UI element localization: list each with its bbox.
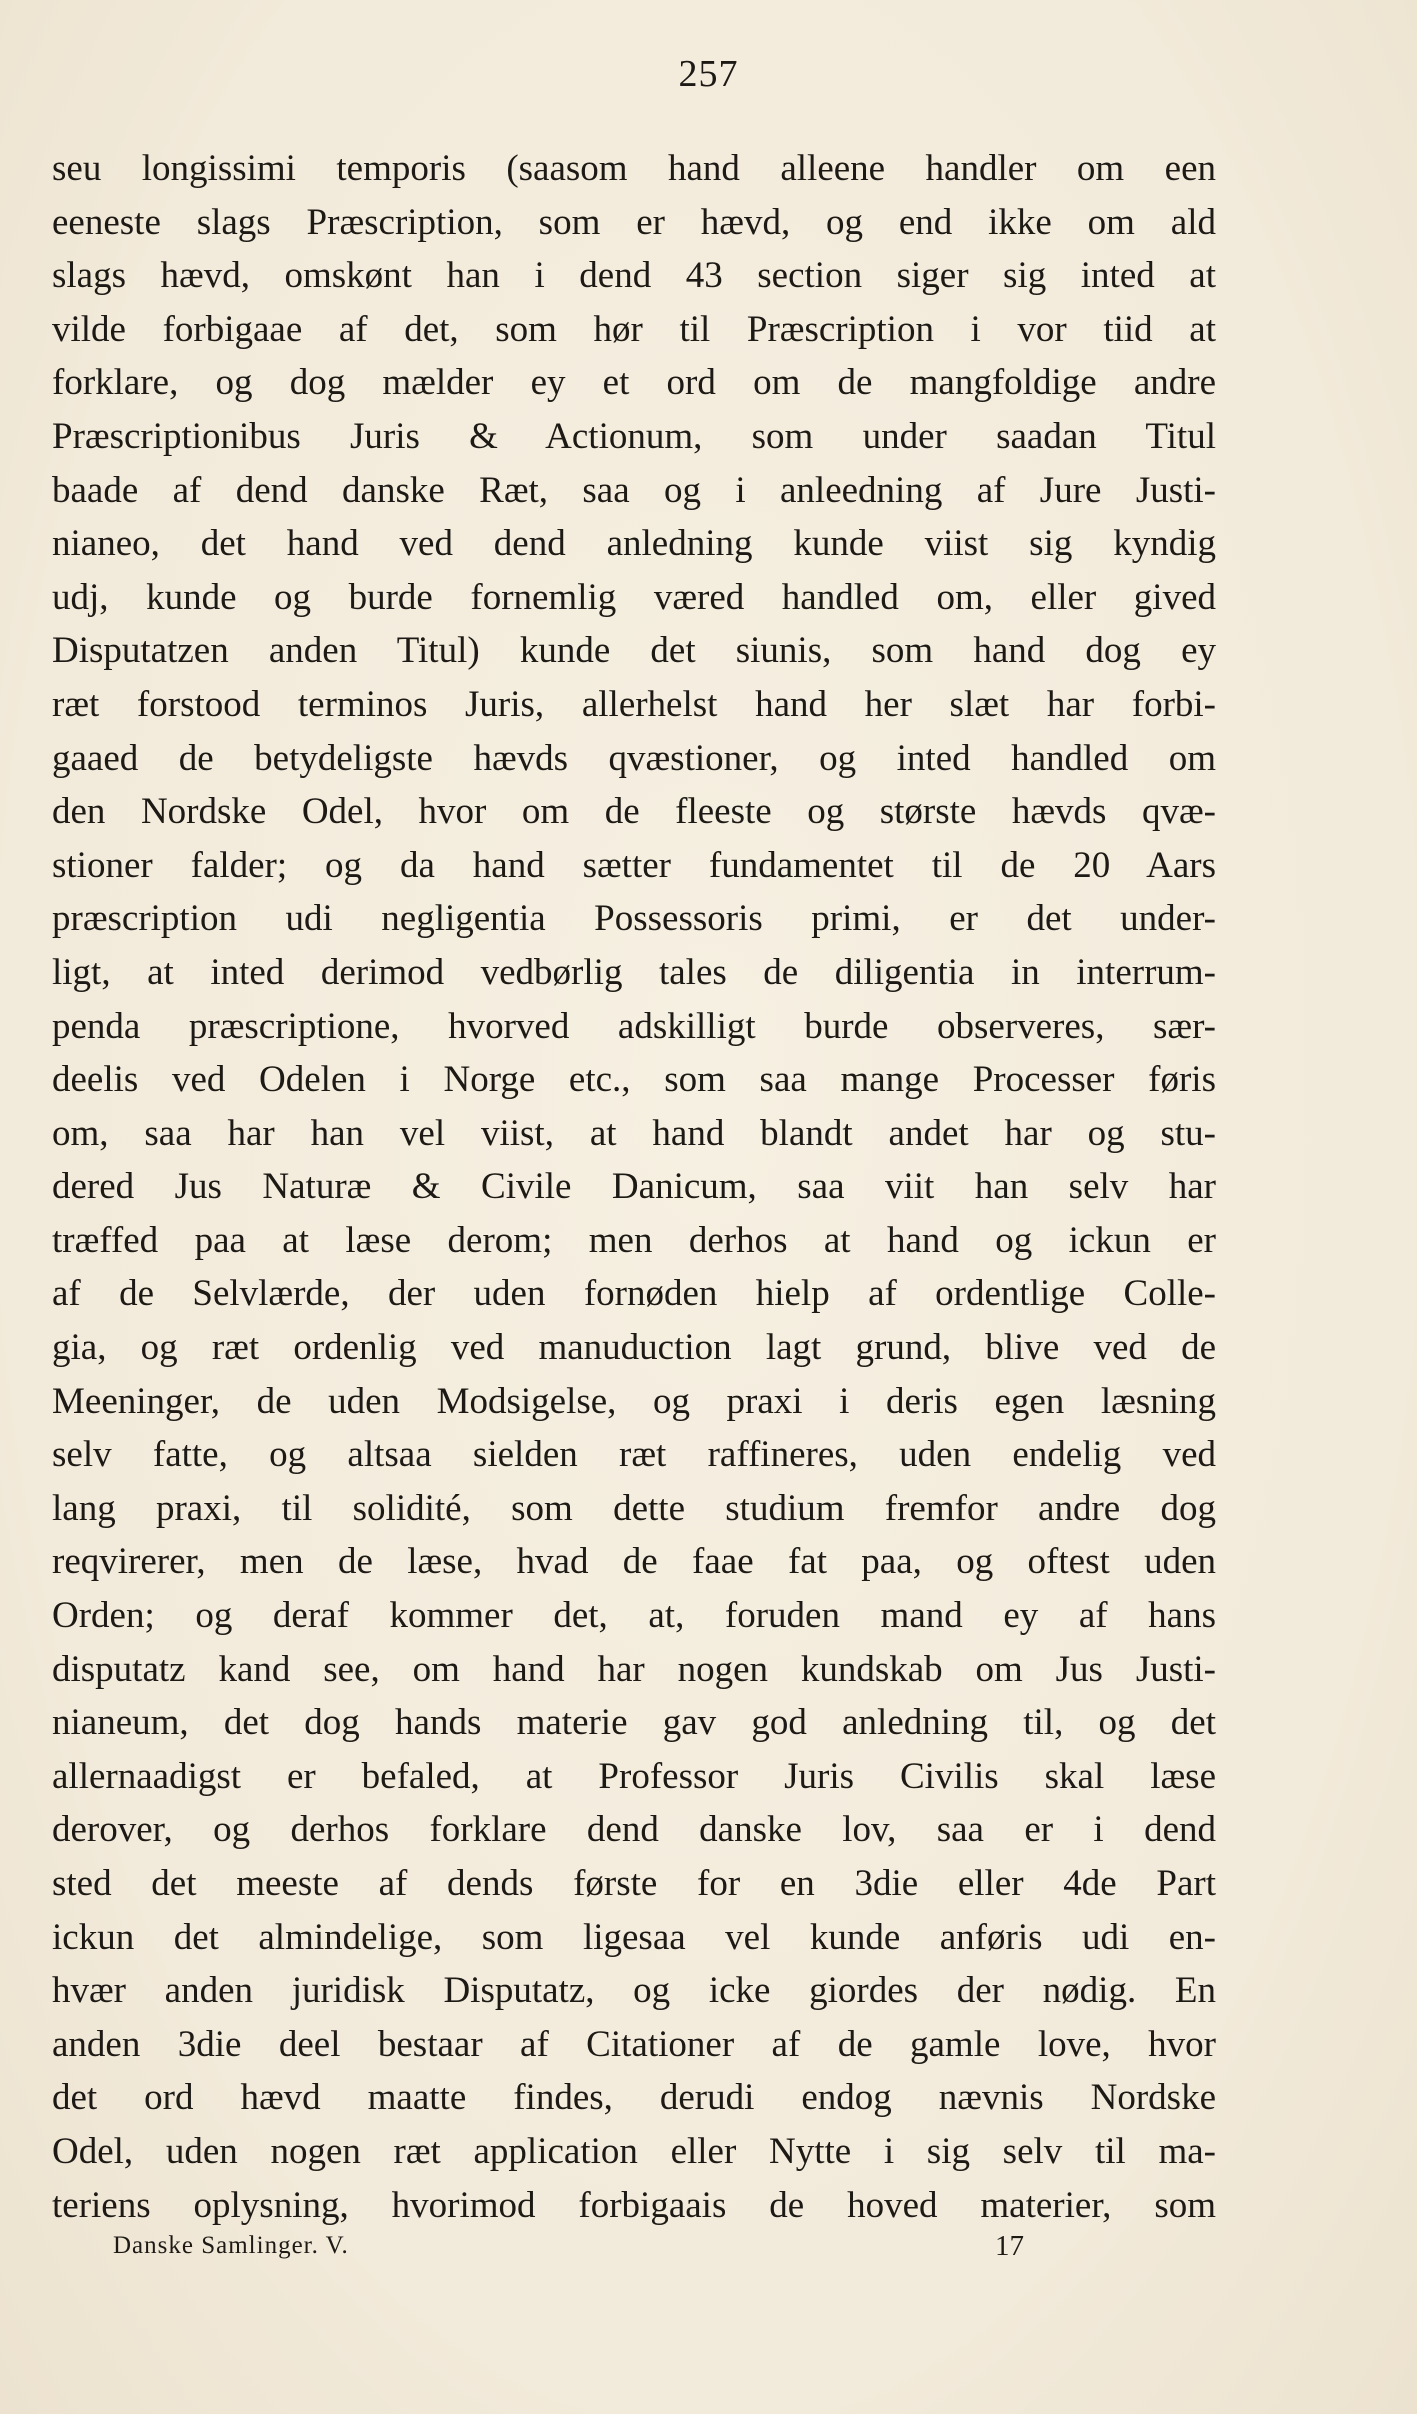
text-line: hvær anden juridisk Disputatz, og icke giordes der nødig. En	[52, 1970, 1216, 2012]
text-line: Odel, uden nogen ræt application eller Nytte i sig selv til ma-	[52, 2130, 1216, 2172]
text-line: allernaadigst er befaled, at Professor Juris Civilis skal læse	[52, 1755, 1216, 1797]
text-line: lang praxi, til solidité, som dette studium fremfor andre dog	[52, 1487, 1216, 1529]
text-line: nianeo, det hand ved dend anledning kunde viist sig kyndig	[52, 523, 1216, 565]
text-line: forklare, og dog mælder ey et ord om de mangfoldige andre	[52, 362, 1216, 404]
text-line: anden 3die deel bestaar af Citationer af de gamle love, hvor	[52, 2023, 1216, 2065]
text-line: selv fatte, og altsaa sielden ræt raffineres, uden endelig ved	[52, 1434, 1216, 1476]
body-text	[52, 142, 1216, 2232]
text-line: den Nordske Odel, hvor om de fleeste og største hævds qvæ-	[52, 791, 1216, 833]
text-line: gia, og ræt ordenlig ved manuduction lagt grund, blive ved de	[52, 1327, 1216, 1369]
text-line: af de Selvlærde, der uden fornøden hielp af ordentlige Colle-	[52, 1273, 1216, 1315]
text-line: om, saa har han vel viist, at hand blandt andet har og stu-	[52, 1112, 1216, 1154]
text-line: seu longissimi temporis (saasom hand alleene handler om een	[52, 148, 1216, 189]
text-line: vilde forbigaae af det, som hør til Præscription i vor tiid at	[52, 308, 1216, 350]
footer-source: Danske Samlinger. V.	[113, 2232, 349, 2259]
text-line: ickun det almindelige, som ligesaa vel kunde anføris udi en-	[52, 1916, 1216, 1958]
text-line: derover, og derhos forklare dend danske lov, saa er i dend	[52, 1809, 1216, 1851]
text-line: disputatz kand see, om hand har nogen kundskab om Jus Justi-	[52, 1648, 1216, 1690]
text-line: reqvirerer, men de læse, hvad de faae fat paa, og oftest uden	[52, 1541, 1216, 1583]
text-line: det ord hævd maatte findes, derudi endog nævnis Nordske	[52, 2077, 1216, 2119]
text-line: slags hævd, omskønt han i dend 43 section siger sig inted at	[52, 255, 1216, 297]
text-line: sted det meeste af dends første for en 3die eller 4de Part	[52, 1863, 1216, 1904]
text-line: nianeum, det dog hands materie gav god anledning til, og det	[52, 1702, 1216, 1744]
text-line: penda præscriptione, hvorved adskilligt burde observeres, sær-	[52, 1005, 1216, 1047]
text-line: Disputatzen anden Titul) kunde det siunis, som hand dog ey	[52, 630, 1216, 672]
text-line: Meeninger, de uden Modsigelse, og praxi i deris egen læsning	[52, 1380, 1216, 1422]
page-footer	[113, 2226, 1024, 2266]
text-line: ræt forstood terminos Juris, allerhelst hand her slæt har forbi-	[52, 683, 1216, 725]
footer-signature: 17	[995, 2230, 1024, 2262]
text-line: Præscriptionibus Juris & Actionum, som under saadan Titul	[52, 415, 1216, 457]
text-line: træffed paa at læse derom; men derhos at hand og ickun er	[52, 1219, 1216, 1261]
text-line: præscription udi negligentia Possessoris primi, er det under-	[52, 898, 1216, 940]
text-line: gaaed de betydeligste hævds qvæstioner, og inted handled om	[52, 737, 1216, 779]
text-line: Orden; og deraf kommer det, at, foruden mand ey af hans	[52, 1595, 1216, 1637]
text-line: deelis ved Odelen i Norge etc., som saa mange Processer føris	[52, 1059, 1216, 1101]
page-number: 257	[678, 53, 739, 95]
text-line: dered Jus Naturæ & Civile Danicum, saa viit han selv har	[52, 1166, 1216, 1208]
text-line: ligt, at inted derimod vedbørlig tales de diligentia in interrum-	[52, 951, 1216, 993]
text-line: stioner falder; og da hand sætter fundamentet til de 20 Aars	[52, 844, 1216, 886]
text-line: eeneste slags Præscription, som er hævd, og end ikke om ald	[52, 201, 1216, 243]
text-line: teriens oplysning, hvorimod forbigaais de hoved materier, som	[52, 2184, 1216, 2226]
text-line: baade af dend danske Ræt, saa og i anleedning af Jure Justi-	[52, 469, 1216, 511]
text-line: udj, kunde og burde fornemlig væred handled om, eller gived	[52, 576, 1216, 618]
